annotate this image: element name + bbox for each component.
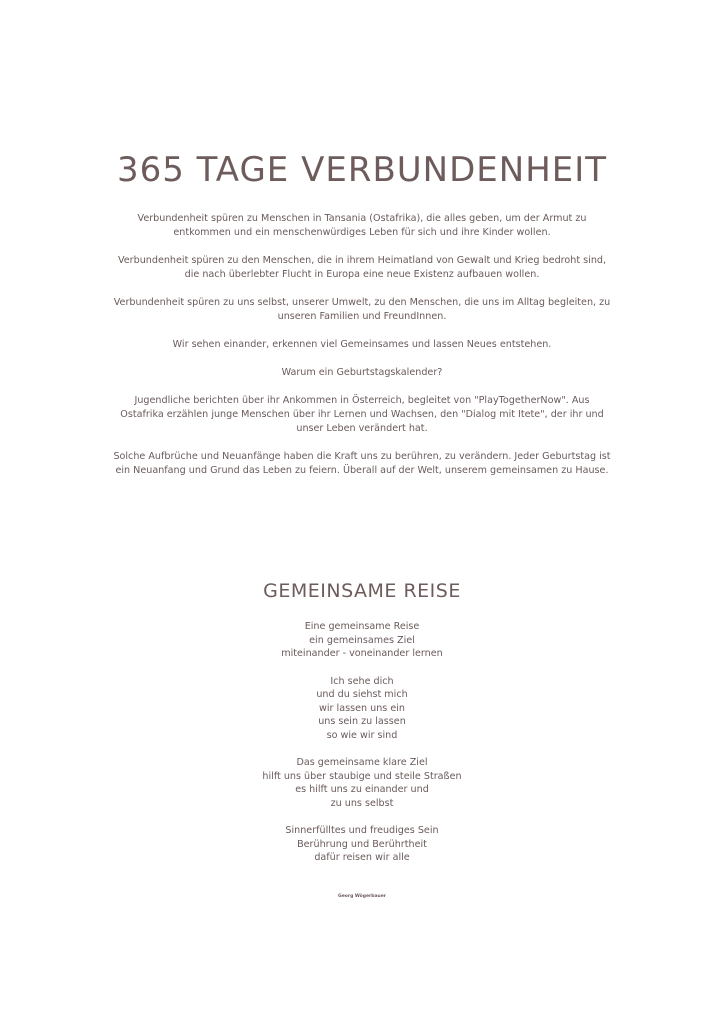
intro-paragraph: Verbundenheit spüren zu den Menschen, die in ihrem Heimatland von Gewalt und Krieg bedroht sind, die nach überlebter Flucht in Europa eine neue Existenz aufbauen wollen. <box>117 255 607 280</box>
poem-line: uns sein zu lassen <box>318 716 406 727</box>
intro-paragraph: Verbundenheit spüren zu Menschen in Tansania (Ostafrika), die alles geben, um der Armut zu entkommen und ein menschenwürdiges Leben für sich und ihre Kinder wollen. <box>137 213 587 238</box>
poem-line: zu uns selbst <box>330 797 394 809</box>
poem-line: es hilft uns zu einander und <box>295 784 429 795</box>
poem-title: GEMEINSAME REISE <box>263 580 461 602</box>
page-title: 365 TAGE VERBUNDENHEIT <box>116 150 608 190</box>
poem-line: und du siehst mich <box>316 689 408 700</box>
poem-author: Georg Wögerbauer <box>338 894 386 899</box>
poem-line: dafür reisen wir alle <box>314 852 410 863</box>
intro-paragraph: Jugendliche berichten über ihr Ankommen in Österreich, begleitet von "PlayTogetherNow". Aus Ostafrika erzählen junge Menschen über ihr Lernen und Wachsen, den "Dialog mit Itete", der ihr und unser Leben verändert hat. <box>120 395 604 434</box>
poem <box>212 620 512 879</box>
poem-line: Sinnerfülltes und freudiges Sein <box>285 825 439 836</box>
poem-stanza <box>212 675 512 743</box>
poem-line: Eine gemeinsame Reise <box>304 621 420 632</box>
poem-line: so wie wir sind <box>326 729 398 741</box>
poem-line: Berührung und Berührtheit <box>297 838 427 850</box>
intro-paragraph: Warum ein Geburtstagskalender? <box>281 367 443 378</box>
intro-paragraph: Verbundenheit spüren zu uns selbst, unserer Umwelt, zu den Menschen, die uns im Alltag begleiten, zu unseren Familien und FreundInnen. <box>113 297 611 322</box>
poem-line: ein gemeinsames Ziel <box>309 634 415 646</box>
poem-line: Das gemeinsame klare Ziel <box>296 757 428 768</box>
poem-line: wir lassen uns ein <box>319 702 405 714</box>
poem-line: miteinander - voneinander lernen <box>281 648 443 659</box>
intro-paragraph: Wir sehen einander, erkennen viel Gemeinsames und lassen Neues entstehen. <box>172 339 552 350</box>
poem-stanza <box>212 824 512 865</box>
intro-paragraph: Solche Aufbrüche und Neuanfänge haben die Kraft uns zu berühren, zu verändern. Jeder Geburtstag ist ein Neuanfang und Grund das Leben zu feiern. Überall auf der Welt, unserem gemeinsamen zu Hause. <box>113 451 611 476</box>
intro-text <box>112 212 612 492</box>
poem-stanza <box>212 620 512 661</box>
poem-line: hilft uns über staubige und steile Straßen <box>262 770 462 782</box>
poem-stanza <box>212 756 512 810</box>
poem-line: Ich sehe dich <box>330 675 394 687</box>
